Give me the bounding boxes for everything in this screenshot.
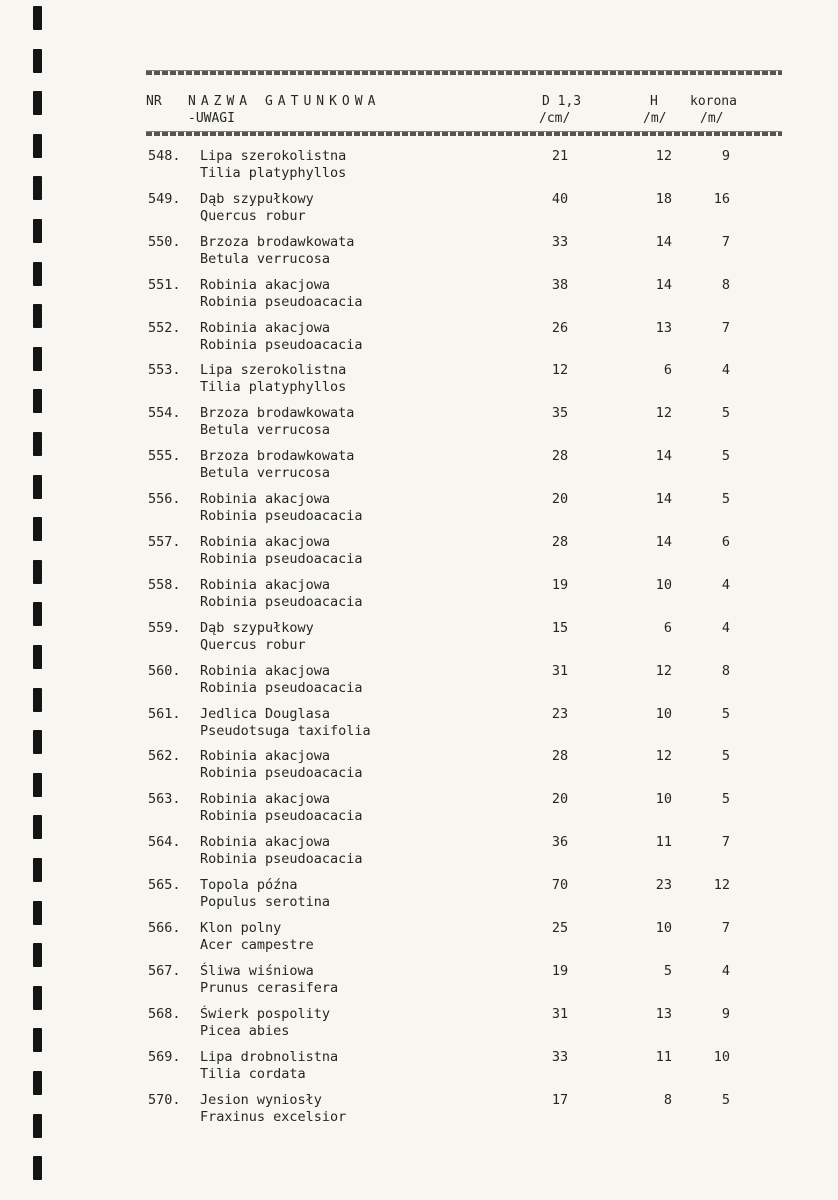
polish-name: Lipa szerokolistna: [200, 362, 347, 379]
height-value: 23: [655, 877, 672, 894]
tree-number: 553.: [148, 362, 181, 379]
polish-name: Robinia akacjowa: [200, 791, 331, 808]
diameter-value: 40: [551, 190, 569, 207]
diameter-value: 28: [551, 448, 569, 465]
table-row: [0, 748, 838, 791]
diameter-value: 36: [551, 834, 569, 851]
height-value: 11: [655, 834, 672, 851]
latin-name: Quercus robur: [200, 207, 306, 224]
table-row: [0, 191, 838, 234]
latin-name: Pseudotsuga taxifolia: [200, 722, 371, 739]
height-value: 14: [655, 276, 672, 293]
polish-name: Klon polny: [200, 920, 282, 937]
table-row: [0, 620, 838, 663]
column-header-height-unit: /m/: [643, 111, 667, 126]
diameter-value: 19: [551, 962, 569, 979]
polish-name: Topola późna: [200, 877, 298, 894]
table-row: [0, 1049, 838, 1092]
crown-value: 4: [721, 362, 730, 379]
height-value: 13: [655, 319, 672, 336]
diameter-value: 28: [551, 534, 569, 551]
diameter-value: 35: [551, 405, 569, 422]
height-value: 18: [655, 190, 672, 207]
diameter-value: 33: [551, 1048, 569, 1065]
column-header-diameter-unit: /cm/: [539, 111, 571, 126]
height-value: 10: [655, 920, 672, 937]
table-row: [0, 1092, 838, 1135]
crown-value: 7: [721, 319, 730, 336]
height-value: 11: [655, 1048, 672, 1065]
crown-value: 6: [721, 534, 730, 551]
tree-number: 560.: [148, 662, 181, 679]
table-row: [0, 834, 838, 877]
tree-number: 561.: [148, 705, 181, 722]
diameter-value: 12: [551, 362, 569, 379]
tree-number: 548.: [148, 148, 181, 164]
table-row: [0, 362, 838, 405]
table-row: [0, 663, 838, 706]
height-value: 10: [655, 791, 672, 808]
table-row: [0, 448, 838, 491]
diameter-value: 21: [551, 148, 569, 164]
table-row: [0, 234, 838, 277]
table-row: [0, 491, 838, 534]
polish-name: Robinia akacjowa: [200, 491, 331, 508]
tree-number: 568.: [148, 1005, 181, 1022]
crown-value: 9: [721, 1005, 730, 1022]
crown-value: 5: [721, 748, 730, 765]
latin-name: Populus serotina: [200, 894, 331, 911]
polish-name: Robinia akacjowa: [200, 576, 331, 593]
crown-value: 5: [721, 491, 730, 508]
column-header-nr: NR: [146, 94, 162, 109]
latin-name: Robinia pseudoacacia: [200, 551, 363, 568]
diameter-value: 20: [551, 791, 569, 808]
diameter-value: 19: [551, 576, 569, 593]
tree-number: 567.: [148, 962, 181, 979]
polish-name: Robinia akacjowa: [200, 534, 331, 551]
height-value: 13: [655, 1005, 672, 1022]
tree-number: 569.: [148, 1048, 181, 1065]
column-header-crown-unit: /m/: [700, 111, 724, 126]
latin-name: Acer campestre: [200, 937, 314, 954]
latin-name: Robinia pseudoacacia: [200, 593, 363, 610]
height-value: 12: [655, 748, 672, 765]
column-header-name: NAZWA GATUNKOWA: [188, 94, 381, 109]
polish-name: Robinia akacjowa: [200, 319, 331, 336]
diameter-value: 17: [551, 1091, 569, 1108]
tree-number: 556.: [148, 491, 181, 508]
latin-name: Robinia pseudoacacia: [200, 336, 363, 353]
crown-value: 10: [713, 1048, 730, 1065]
tree-number: 550.: [148, 233, 181, 250]
header-rule-bottom: [146, 131, 782, 136]
diameter-value: 25: [551, 920, 569, 937]
height-value: 5: [663, 962, 672, 979]
tree-number: 549.: [148, 190, 181, 207]
diameter-value: 26: [551, 319, 569, 336]
polish-name: Lipa drobnolistna: [200, 1048, 339, 1065]
latin-name: Robinia pseudoacacia: [200, 679, 363, 696]
polish-name: Brzoza brodawkowata: [200, 405, 355, 422]
tree-table-body: [0, 148, 838, 1134]
latin-name: Betula verrucosa: [200, 465, 331, 482]
diameter-value: 31: [551, 1005, 569, 1022]
polish-name: Robinia akacjowa: [200, 276, 331, 293]
crown-value: 7: [721, 920, 730, 937]
polish-name: Brzoza brodawkowata: [200, 448, 355, 465]
tree-number: 551.: [148, 276, 181, 293]
height-value: 12: [655, 405, 672, 422]
polish-name: Jedlica Douglasa: [200, 705, 331, 722]
polish-name: Brzoza brodawkowata: [200, 233, 355, 250]
diameter-value: 23: [551, 705, 569, 722]
polish-name: Robinia akacjowa: [200, 662, 331, 679]
latin-name: Robinia pseudoacacia: [200, 293, 363, 310]
latin-name: Fraxinus excelsior: [200, 1108, 347, 1125]
tree-number: 558.: [148, 576, 181, 593]
crown-value: 8: [721, 662, 730, 679]
tree-number: 570.: [148, 1091, 181, 1108]
column-header-height: H: [650, 94, 658, 109]
latin-name: Betula verrucosa: [200, 422, 331, 439]
table-row: [0, 148, 838, 191]
diameter-value: 33: [551, 233, 569, 250]
polish-name: Robinia akacjowa: [200, 834, 331, 851]
polish-name: Jesion wyniosły: [200, 1091, 322, 1108]
column-header-diameter: D 1,3: [542, 94, 582, 109]
height-value: 14: [655, 448, 672, 465]
table-row: [0, 577, 838, 620]
diameter-value: 20: [551, 491, 569, 508]
table-row: [0, 320, 838, 363]
tree-number: 559.: [148, 619, 181, 636]
header-rule-top: [146, 70, 782, 75]
polish-name: Świerk pospolity: [200, 1005, 331, 1022]
crown-value: 5: [721, 1091, 730, 1108]
crown-value: 5: [721, 448, 730, 465]
crown-value: 7: [721, 233, 730, 250]
tree-number: 554.: [148, 405, 181, 422]
height-value: 14: [655, 233, 672, 250]
tree-number: 557.: [148, 534, 181, 551]
table-row: [0, 706, 838, 749]
latin-name: Robinia pseudoacacia: [200, 808, 363, 825]
latin-name: Tilia cordata: [200, 1065, 306, 1082]
crown-value: 9: [721, 148, 730, 164]
diameter-value: 15: [551, 619, 569, 636]
tree-number: 564.: [148, 834, 181, 851]
diameter-value: 28: [551, 748, 569, 765]
tree-number: 563.: [148, 791, 181, 808]
latin-name: Quercus robur: [200, 636, 306, 653]
column-header-uwagi: -UWAGI: [188, 111, 235, 126]
latin-name: Robinia pseudoacacia: [200, 765, 363, 782]
table-row: [0, 534, 838, 577]
latin-name: Tilia platyphyllos: [200, 379, 347, 396]
table-row: [0, 920, 838, 963]
crown-value: 4: [721, 619, 730, 636]
height-value: 14: [655, 534, 672, 551]
tree-number: 565.: [148, 877, 181, 894]
crown-value: 5: [721, 791, 730, 808]
tree-number: 552.: [148, 319, 181, 336]
crown-value: 12: [713, 877, 730, 894]
height-value: 10: [655, 705, 672, 722]
table-row: [0, 405, 838, 448]
table-row: [0, 1006, 838, 1049]
table-row: [0, 963, 838, 1006]
crown-value: 8: [721, 276, 730, 293]
crown-value: 5: [721, 705, 730, 722]
height-value: 12: [655, 662, 672, 679]
height-value: 8: [663, 1091, 672, 1108]
polish-name: Robinia akacjowa: [200, 748, 331, 765]
diameter-value: 31: [551, 662, 569, 679]
polish-name: Dąb szypułkowy: [200, 619, 314, 636]
polish-name: Dąb szypułkowy: [200, 190, 314, 207]
crown-value: 5: [721, 405, 730, 422]
polish-name: Lipa szerokolistna: [200, 148, 347, 164]
latin-name: Robinia pseudoacacia: [200, 508, 363, 525]
latin-name: Picea abies: [200, 1022, 290, 1039]
tree-number: 555.: [148, 448, 181, 465]
table-row: [0, 877, 838, 920]
polish-name: Śliwa wiśniowa: [200, 962, 314, 979]
latin-name: Prunus cerasifera: [200, 979, 339, 996]
column-header-crown: korona: [690, 94, 737, 109]
table-row: [0, 277, 838, 320]
height-value: 14: [655, 491, 672, 508]
latin-name: Robinia pseudoacacia: [200, 851, 363, 868]
crown-value: 16: [713, 190, 730, 207]
crown-value: 4: [721, 962, 730, 979]
latin-name: Tilia platyphyllos: [200, 165, 347, 181]
latin-name: Betula verrucosa: [200, 250, 331, 267]
diameter-value: 38: [551, 276, 569, 293]
crown-value: 7: [721, 834, 730, 851]
height-value: 10: [655, 576, 672, 593]
tree-number: 566.: [148, 920, 181, 937]
table-row: [0, 791, 838, 834]
height-value: 12: [655, 148, 672, 164]
height-value: 6: [663, 619, 672, 636]
diameter-value: 70: [551, 877, 569, 894]
tree-number: 562.: [148, 748, 181, 765]
height-value: 6: [663, 362, 672, 379]
crown-value: 4: [721, 576, 730, 593]
